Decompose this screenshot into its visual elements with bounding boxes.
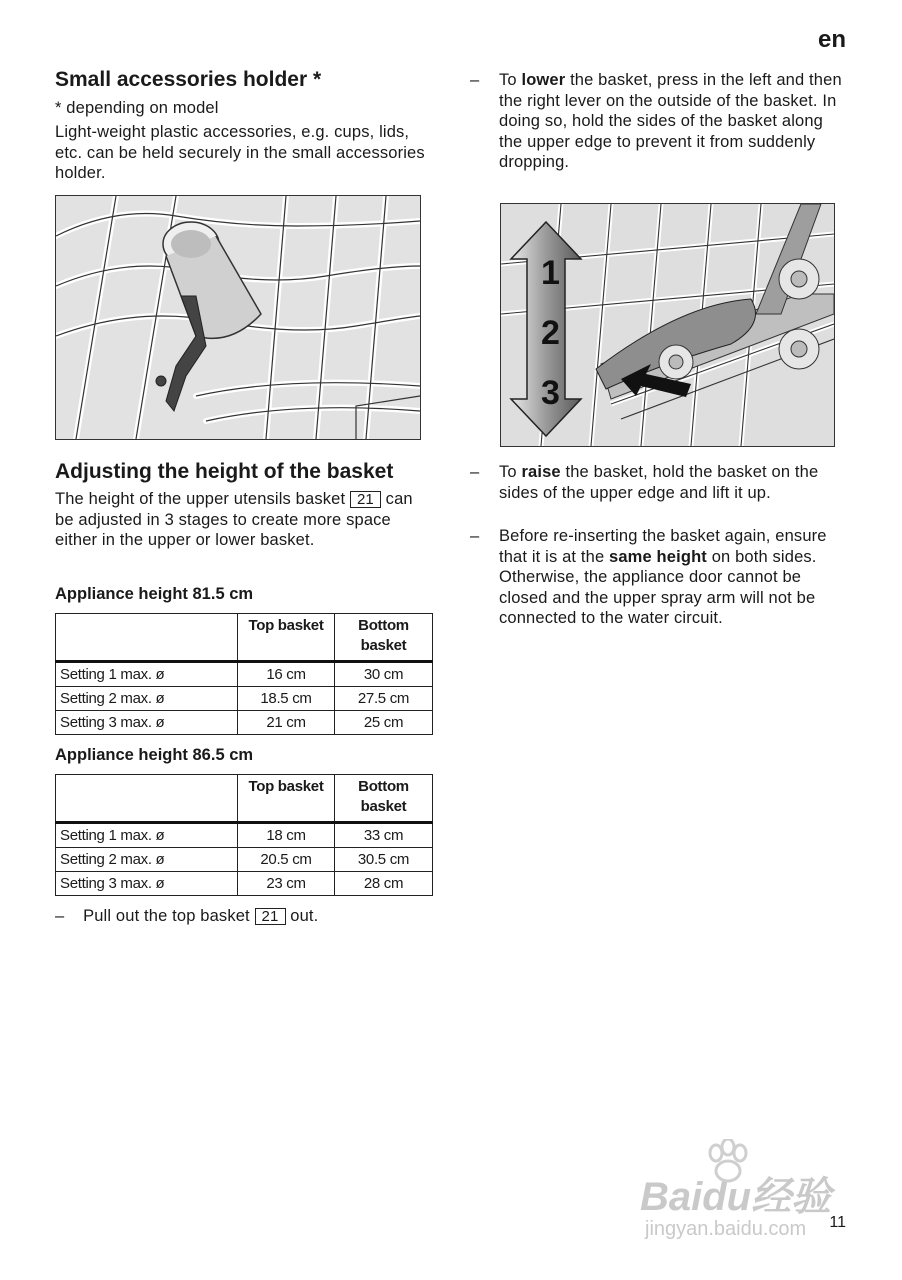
- same-height-step: [470, 526, 846, 629]
- table-row: [56, 872, 433, 896]
- raise-basket-step: [470, 462, 846, 503]
- row-label: Setting 2 max. ø: [56, 687, 238, 711]
- accessories-holder-description: Light-weight plastic accessories, e.g. cups, lids, etc. can be held securely in the small accessories holder.: [55, 123, 425, 182]
- raise-step-keyword: raise: [521, 463, 561, 481]
- table-header-row: [56, 614, 433, 662]
- adjust-height-text-b: can be adjusted in 3 stages to create more space either in the upper or lower basket.: [55, 490, 413, 549]
- lower-basket-step: [470, 70, 846, 173]
- height-table-86-5: [55, 774, 433, 896]
- list-dash: –: [470, 71, 480, 89]
- bottom-basket-value: 28 cm: [335, 872, 433, 896]
- section-title-accessories-holder: Small accessories holder *: [55, 68, 322, 91]
- table-header-top-basket: Top basket: [238, 775, 335, 823]
- top-basket-value: 20.5 cm: [238, 848, 335, 872]
- top-basket-value: 16 cm: [238, 662, 335, 687]
- pull-out-text-a: Pull out the top basket: [83, 907, 250, 925]
- model-note: * depending on model: [55, 99, 219, 117]
- basket-wire-drawing: [56, 196, 420, 439]
- step-number-2: 2: [541, 314, 560, 352]
- table-header-blank: [56, 614, 238, 662]
- table-row: [56, 848, 433, 872]
- table-row: [56, 662, 433, 687]
- top-basket-value: 18 cm: [238, 823, 335, 848]
- top-basket-value: 18.5 cm: [238, 687, 335, 711]
- top-basket-value: 23 cm: [238, 872, 335, 896]
- bottom-basket-value: 33 cm: [335, 823, 433, 848]
- row-label: Setting 1 max. ø: [56, 662, 238, 687]
- raise-step-text: the basket, hold the basket on the sides of the upper edge and lift it up.: [499, 463, 819, 502]
- list-dash: –: [470, 527, 480, 545]
- watermark-url: jingyan.baidu.com: [645, 1218, 807, 1240]
- lower-step-text: the basket, press in the left and then the right lever on the outside of the basket. In doing so, hold the sides of the basket along the upper edge to prevent it from suddenly dropping.: [499, 71, 842, 171]
- table-header-top-basket: Top basket: [238, 614, 335, 662]
- row-label: Setting 3 max. ø: [56, 872, 238, 896]
- pull-out-text-b: out.: [290, 907, 319, 925]
- bottom-basket-value: 27.5 cm: [335, 687, 433, 711]
- part-reference-21: 21: [255, 908, 286, 925]
- list-dash: –: [470, 463, 480, 481]
- same-height-step-text: on both sides. Otherwise, the appliance door cannot be closed and the upper spray arm will not be connected to the water circuit.: [499, 547, 817, 627]
- table-header-bottom-basket: Bottom basket: [335, 775, 433, 823]
- table-header-blank: [56, 775, 238, 823]
- section-title-adjust-height: Adjusting the height of the basket: [55, 460, 394, 483]
- step-number-3: 3: [541, 374, 560, 412]
- bottom-basket-value: 30 cm: [335, 662, 433, 687]
- step-number-1: 1: [541, 254, 560, 292]
- bottom-basket-value: 25 cm: [335, 711, 433, 735]
- accessories-holder-illustration: [55, 195, 421, 440]
- same-height-keyword: same height: [609, 547, 707, 566]
- row-label: Setting 2 max. ø: [56, 848, 238, 872]
- list-dash: –: [55, 907, 65, 925]
- table-header-row: [56, 775, 433, 823]
- pull-out-step: [55, 906, 455, 927]
- table1-title: Appliance height 81.5 cm: [55, 585, 254, 603]
- table-row: [56, 687, 433, 711]
- bottom-basket-value: 30.5 cm: [335, 848, 433, 872]
- table2-title: Appliance height 86.5 cm: [55, 746, 254, 764]
- height-table-81-5: [55, 613, 433, 735]
- watermark-logo: Baidu经验: [640, 1165, 831, 1222]
- basket-lever-illustration: [500, 203, 835, 447]
- language-code: en: [817, 26, 846, 53]
- same-height-step-pre: Before re-inserting the basket again, ensure that it is at the: [499, 527, 827, 566]
- basket-lever-drawing: [501, 204, 834, 446]
- adjust-height-description: [55, 489, 433, 551]
- table-row: [56, 711, 433, 735]
- table-row: [56, 823, 433, 848]
- table-header-bottom-basket: Bottom basket: [335, 614, 433, 662]
- page-number: 11: [829, 1214, 846, 1231]
- paw-icon: [704, 1139, 752, 1187]
- raise-step-pre: To: [499, 463, 517, 481]
- top-basket-value: 21 cm: [238, 711, 335, 735]
- lower-step-keyword: lower: [521, 71, 566, 89]
- adjust-height-text-a: The height of the upper utensils basket: [55, 490, 346, 508]
- lower-step-pre: To: [499, 71, 517, 89]
- row-label: Setting 1 max. ø: [56, 823, 238, 848]
- row-label: Setting 3 max. ø: [56, 711, 238, 735]
- part-reference-21: 21: [350, 491, 381, 508]
